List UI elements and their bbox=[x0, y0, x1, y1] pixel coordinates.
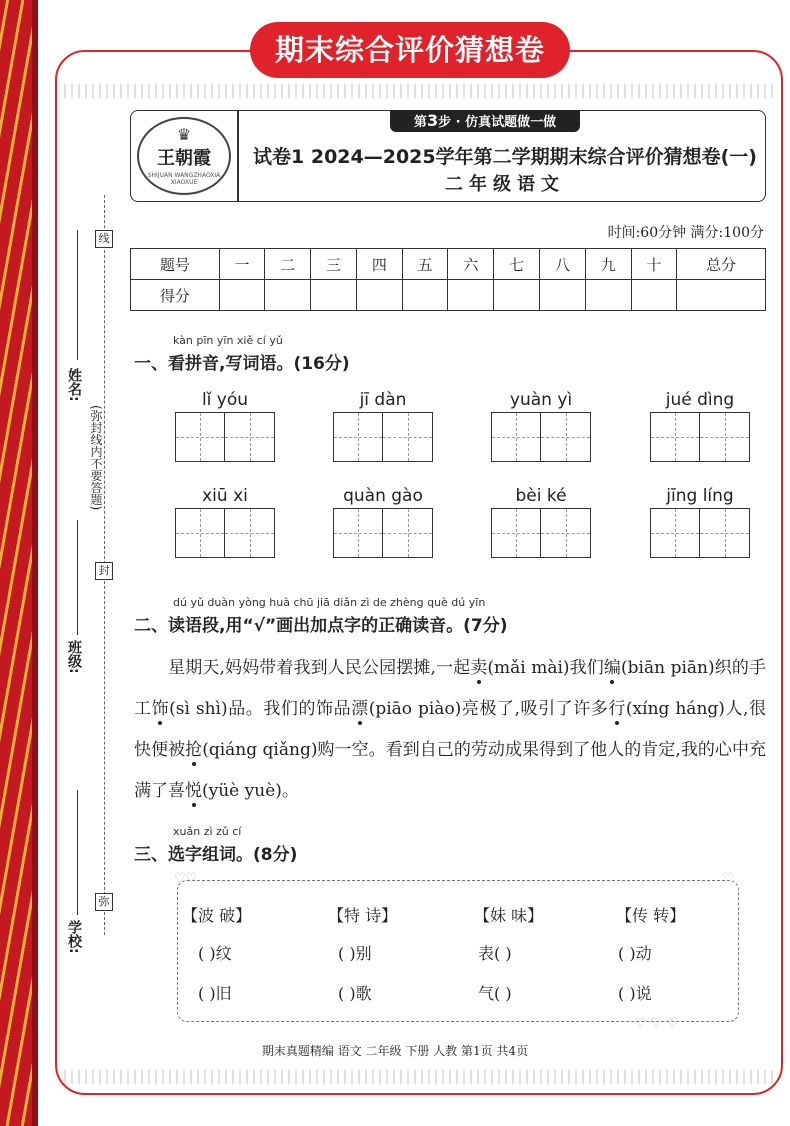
dotted-char[interactable]: 抢 bbox=[185, 740, 203, 760]
para-text: (sì shì)品。我们的饰品 bbox=[169, 699, 352, 719]
dotted-char[interactable]: 行 bbox=[608, 699, 626, 719]
binding-feng: 封 bbox=[95, 562, 113, 580]
section2-title: 二、读语段,用“√”画出加点字的正确读音。(7分) bbox=[134, 616, 508, 636]
heart-icon: ♡ bbox=[722, 871, 734, 886]
tian-grid[interactable] bbox=[225, 508, 275, 558]
score-cell[interactable] bbox=[540, 280, 586, 311]
choice-blank[interactable]: 气( ) bbox=[478, 984, 512, 1003]
word-pinyin: jīng líng bbox=[666, 486, 734, 506]
para-text: (qiáng qiǎng)购一空。看到自己的劳动成果得到了他人的肯定,我的心中充满了喜 bbox=[134, 740, 767, 801]
section3-title: 三、选字组词。(8分) bbox=[134, 845, 298, 865]
reading-paragraph bbox=[134, 648, 766, 812]
choice-box bbox=[174, 871, 739, 1031]
word-item bbox=[650, 486, 750, 558]
score-cell[interactable] bbox=[356, 280, 402, 311]
word-pinyin: xiū xi bbox=[202, 486, 248, 506]
tian-grid[interactable] bbox=[650, 508, 700, 558]
score-cell[interactable] bbox=[585, 280, 631, 311]
word-pinyin: jué dìng bbox=[665, 390, 735, 410]
step-badge bbox=[390, 110, 580, 132]
score-cell[interactable] bbox=[677, 280, 766, 311]
word-item bbox=[175, 486, 275, 558]
decorative-stripe bbox=[0, 0, 38, 1126]
bottom-wave bbox=[64, 1070, 776, 1084]
score-header-cell: 题号 bbox=[131, 249, 220, 280]
section1-pinyin: kàn pīn yīn xiě cí yǔ bbox=[173, 334, 283, 347]
brand-logo bbox=[137, 117, 231, 195]
crown-icon: ♛ bbox=[176, 125, 192, 144]
para-text: (piāo piào)亮极了,吸引了许多 bbox=[368, 699, 609, 719]
class-line[interactable] bbox=[77, 520, 78, 635]
section3-pinyin: xuǎn zì zǔ cí bbox=[173, 825, 242, 838]
score-header-cell: 四 bbox=[356, 249, 402, 280]
tian-grid[interactable] bbox=[175, 412, 225, 462]
exam-title: 试卷1 2024—2025学年第二学期期末综合评价猜想卷(一) bbox=[253, 146, 757, 168]
word-item bbox=[491, 390, 591, 462]
page-footer: 期末真题精编 语文 二年级 下册 人教 第1页 共4页 bbox=[261, 1044, 529, 1058]
score-header-cell: 总分 bbox=[677, 249, 766, 280]
score-row bbox=[131, 280, 766, 311]
binding-xian: 线 bbox=[95, 230, 113, 248]
word-pinyin: jī dàn bbox=[359, 390, 407, 410]
school-line[interactable] bbox=[77, 790, 78, 915]
para-text: (yüè yuè)。 bbox=[202, 781, 299, 801]
score-cell[interactable] bbox=[265, 280, 311, 311]
choice-blank[interactable]: 表( ) bbox=[478, 944, 512, 963]
tian-grid[interactable] bbox=[225, 412, 275, 462]
choice-head: 【波 破】 bbox=[182, 906, 252, 925]
word-item bbox=[333, 390, 433, 462]
score-header-cell: 六 bbox=[448, 249, 494, 280]
score-header-cell: 九 bbox=[585, 249, 631, 280]
tian-grid[interactable] bbox=[333, 412, 383, 462]
heart-icon: ♡♡ bbox=[174, 871, 198, 886]
para-text: (mǎi mài)我们 bbox=[487, 658, 604, 678]
class-label: 班级: bbox=[66, 640, 82, 674]
tian-grid[interactable] bbox=[700, 508, 750, 558]
dotted-char[interactable]: 漂 bbox=[351, 699, 369, 719]
tian-grid[interactable] bbox=[333, 508, 383, 558]
name-label: 姓名: bbox=[66, 368, 82, 402]
score-header-cell: 七 bbox=[494, 249, 540, 280]
word-pinyin: lǐ yóu bbox=[201, 390, 249, 410]
choice-blank[interactable]: ( )旧 bbox=[198, 984, 232, 1003]
tian-grid[interactable] bbox=[383, 508, 433, 558]
para-text: (biān piān)织的手工 bbox=[134, 658, 766, 719]
word-pinyin: yuàn yì bbox=[509, 390, 573, 410]
tian-grid[interactable] bbox=[541, 412, 591, 462]
exam-subject: 二年级语文 bbox=[445, 174, 565, 195]
word-item bbox=[491, 486, 591, 558]
choice-head: 【妹 味】 bbox=[474, 906, 544, 925]
logo-sub: SHIJUAN WANGZHAOXIA XIAOXUE bbox=[147, 172, 221, 186]
dotted-char[interactable]: 卖 bbox=[470, 658, 488, 678]
word-item bbox=[175, 390, 275, 462]
score-header-cell: 五 bbox=[402, 249, 448, 280]
score-header-cell: 八 bbox=[540, 249, 586, 280]
score-cell[interactable] bbox=[494, 280, 540, 311]
score-cell[interactable] bbox=[311, 280, 357, 311]
time-info: 时间:60分钟 满分:100分 bbox=[607, 225, 764, 241]
dotted-char[interactable]: 编 bbox=[603, 658, 622, 678]
choice-blank[interactable]: ( )说 bbox=[618, 984, 652, 1003]
section1-title: 一、看拼音,写词语。(16分) bbox=[134, 354, 350, 374]
score-row-label: 得分 bbox=[131, 280, 220, 311]
step-prefix: 第 bbox=[413, 115, 427, 130]
dotted-char[interactable]: 饰 bbox=[151, 699, 170, 719]
choice-blank[interactable]: ( )动 bbox=[618, 944, 652, 963]
score-header-cell: 十 bbox=[631, 249, 677, 280]
tian-grid[interactable] bbox=[383, 412, 433, 462]
heart-icon: ♡ ♡ ♡ bbox=[634, 1016, 678, 1031]
word-item bbox=[650, 390, 750, 462]
tian-grid[interactable] bbox=[175, 508, 225, 558]
choice-blank[interactable]: ( )别 bbox=[338, 944, 372, 963]
choice-blank[interactable]: ( )纹 bbox=[198, 944, 232, 963]
score-header-row bbox=[131, 249, 766, 280]
choice-head: 【特 诗】 bbox=[328, 906, 398, 925]
name-line[interactable] bbox=[77, 230, 78, 360]
step-num: 3 bbox=[426, 111, 439, 130]
para-text: (xíng háng)人,很快便被 bbox=[134, 699, 766, 760]
word-item bbox=[333, 486, 433, 558]
tian-grid[interactable] bbox=[491, 412, 541, 462]
word-pinyin: bèi ké bbox=[515, 486, 567, 506]
school-label: 学校: bbox=[66, 920, 82, 954]
word-pinyin: quàn gào bbox=[343, 486, 423, 506]
tian-grid[interactable] bbox=[700, 412, 750, 462]
logo-brand: 王朝霞 bbox=[157, 148, 211, 169]
section2-pinyin: dú yǔ duàn yòng huà chū jiā diǎn zì de zhèng què dú yīn bbox=[173, 596, 486, 609]
choice-head: 【传 转】 bbox=[616, 906, 686, 925]
dotted-char[interactable]: 悦 bbox=[185, 781, 202, 801]
choice-blank[interactable]: ( )歌 bbox=[338, 984, 372, 1003]
step-suffix: 步 · 仿真试题做一做 bbox=[438, 115, 557, 130]
score-header-cell: 一 bbox=[219, 249, 265, 280]
tian-grid[interactable] bbox=[650, 412, 700, 462]
para-text: 星期天,妈妈带着我到人民公园摆摊,一起 bbox=[168, 658, 471, 678]
score-cell[interactable] bbox=[448, 280, 494, 311]
score-cell[interactable] bbox=[219, 280, 265, 311]
score-cell[interactable] bbox=[402, 280, 448, 311]
binding-note: (弥封线内不要答题) bbox=[89, 405, 103, 511]
tian-grid[interactable] bbox=[541, 508, 591, 558]
score-header-cell: 二 bbox=[265, 249, 311, 280]
tian-grid[interactable] bbox=[491, 508, 541, 558]
score-cell[interactable] bbox=[631, 280, 677, 311]
score-header-cell: 三 bbox=[311, 249, 357, 280]
binding-mi: 弥 bbox=[95, 893, 113, 911]
top-wave bbox=[64, 84, 776, 98]
banner-title: 期末综合评价猜想卷 bbox=[250, 22, 570, 78]
header-divider bbox=[237, 111, 239, 201]
score-table bbox=[130, 248, 766, 311]
